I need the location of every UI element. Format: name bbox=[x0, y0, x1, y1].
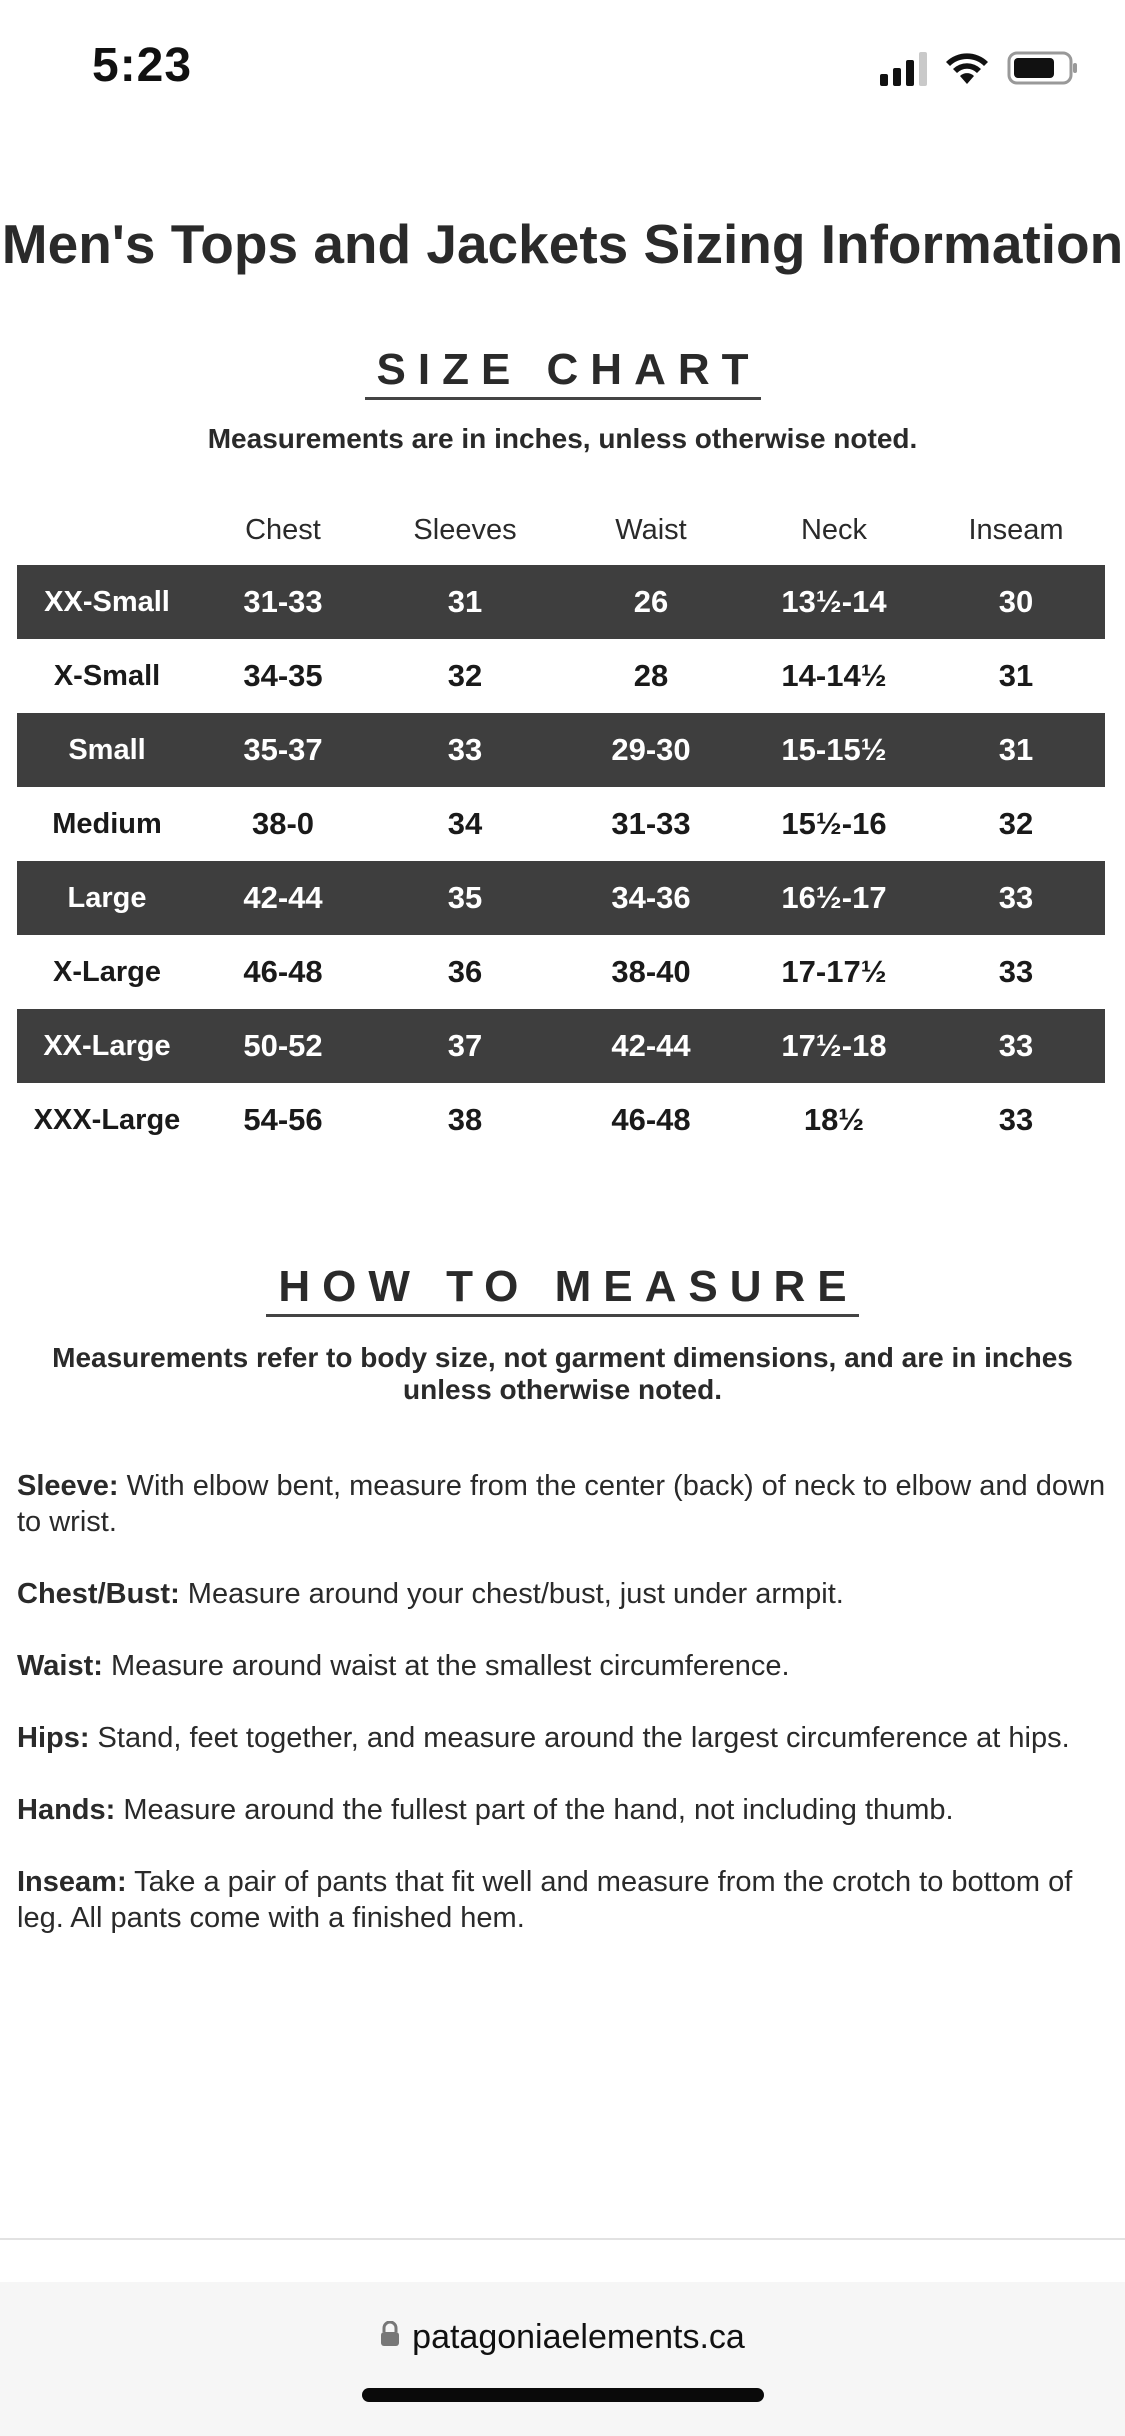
inseam-cell: 31 bbox=[998, 658, 1034, 693]
inseam-cell: 33 bbox=[927, 1009, 1105, 1083]
lock-icon bbox=[380, 2317, 400, 2356]
size-name: Small bbox=[17, 713, 197, 787]
neck-cell: 18½ bbox=[803, 1102, 865, 1137]
neck-cell: 15-15½ bbox=[741, 713, 927, 787]
inseam-cell: 33 bbox=[927, 861, 1105, 935]
size-name: XX-Large bbox=[17, 1009, 197, 1083]
chest-cell: 35-37 bbox=[197, 713, 369, 787]
instruction-label: Waist: bbox=[17, 1650, 103, 1682]
chest-cell: 34-35 bbox=[243, 658, 323, 693]
size-table-header bbox=[17, 495, 1105, 565]
instruction-label: Inseam: bbox=[17, 1866, 127, 1898]
neck-cell: 17½-18 bbox=[741, 1009, 927, 1083]
table-row bbox=[17, 1009, 1105, 1083]
chest-cell: 42-44 bbox=[197, 861, 369, 935]
instruction-inseam bbox=[17, 1864, 1107, 1936]
size-name: X-Small bbox=[53, 659, 161, 692]
table-row bbox=[17, 861, 1105, 935]
url-field[interactable] bbox=[0, 2318, 1125, 2359]
sleeves-cell: 33 bbox=[369, 713, 561, 787]
page-title: Men's Tops and Jackets Sizing Information bbox=[1, 213, 1124, 275]
size-name: XX-Small bbox=[17, 565, 197, 639]
sleeves-cell: 38 bbox=[447, 1102, 483, 1137]
sleeves-cell: 35 bbox=[369, 861, 561, 935]
waist-cell: 26 bbox=[561, 565, 741, 639]
instruction-waist bbox=[17, 1648, 1107, 1684]
neck-cell: 15½-16 bbox=[781, 806, 887, 841]
neck-cell: 14-14½ bbox=[781, 658, 887, 693]
instruction-hands bbox=[17, 1792, 1107, 1828]
chest-cell: 38-0 bbox=[251, 806, 315, 841]
table-row bbox=[17, 639, 1105, 713]
size-chart-heading bbox=[0, 345, 1125, 400]
sleeves-cell: 31 bbox=[369, 565, 561, 639]
inseam-cell: 33 bbox=[998, 954, 1034, 989]
chest-cell: 54-56 bbox=[243, 1102, 323, 1137]
chest-cell: 46-48 bbox=[243, 954, 323, 989]
sleeves-cell: 32 bbox=[447, 658, 483, 693]
status-bar bbox=[0, 0, 1125, 140]
column-header-neck: Neck bbox=[800, 513, 868, 546]
waist-cell: 28 bbox=[633, 658, 669, 693]
how-to-measure-note: Measurements refer to body size, not garment dimensions, and are in inches unless otherwise noted. bbox=[52, 1342, 1073, 1405]
size-chart-heading-text: SIZE CHART bbox=[365, 345, 761, 400]
chest-cell: 50-52 bbox=[197, 1009, 369, 1083]
instruction-text: Stand, feet together, and measure around the largest circumference at hips. bbox=[89, 1722, 1070, 1754]
table-row bbox=[17, 787, 1105, 861]
instruction-text: Measure around your chest/bust, just under armpit. bbox=[179, 1578, 844, 1610]
chest-cell: 31-33 bbox=[197, 565, 369, 639]
size-name: Large bbox=[17, 861, 197, 935]
table-row bbox=[17, 1083, 1105, 1157]
waist-cell: 31-33 bbox=[611, 806, 691, 841]
size-chart-note: Measurements are in inches, unless otherwise noted. bbox=[207, 423, 918, 454]
waist-cell: 29-30 bbox=[561, 713, 741, 787]
sleeves-cell: 34 bbox=[447, 806, 483, 841]
size-name: XXX-Large bbox=[33, 1103, 181, 1136]
sleeves-cell: 37 bbox=[369, 1009, 561, 1083]
size-table bbox=[17, 495, 1105, 1157]
size-name: X-Large bbox=[53, 955, 161, 988]
neck-cell: 17-17½ bbox=[781, 954, 887, 989]
waist-cell: 46-48 bbox=[611, 1102, 691, 1137]
instruction-text: Measure around the fullest part of the hand, not including thumb. bbox=[115, 1794, 954, 1826]
neck-cell: 16½-17 bbox=[741, 861, 927, 935]
battery-icon bbox=[1007, 50, 1079, 86]
measure-instructions bbox=[17, 1468, 1107, 1972]
cellular-signal-icon bbox=[880, 50, 927, 86]
instruction-text: Measure around waist at the smallest circumference. bbox=[102, 1650, 790, 1682]
column-header-chest: Chest bbox=[245, 513, 321, 546]
status-icons bbox=[880, 50, 1079, 86]
instruction-label: Hips: bbox=[17, 1722, 90, 1754]
inseam-cell: 31 bbox=[927, 713, 1105, 787]
status-time: 5:23 bbox=[92, 39, 193, 92]
waist-cell: 34-36 bbox=[561, 861, 741, 935]
url-text: patagoniaelements.ca bbox=[412, 2318, 745, 2356]
column-header-size bbox=[17, 495, 197, 565]
column-header-waist: Waist bbox=[615, 513, 687, 546]
waist-cell: 42-44 bbox=[561, 1009, 741, 1083]
sleeves-cell: 36 bbox=[447, 954, 483, 989]
how-to-measure-heading bbox=[0, 1262, 1125, 1317]
instruction-hips bbox=[17, 1720, 1107, 1756]
browser-address-bar[interactable] bbox=[0, 2282, 1125, 2436]
page-divider bbox=[0, 2238, 1125, 2240]
instruction-chest bbox=[17, 1576, 1107, 1612]
how-to-measure-heading-text: HOW TO MEASURE bbox=[266, 1262, 858, 1317]
neck-cell: 13½-14 bbox=[741, 565, 927, 639]
instruction-label: Hands: bbox=[17, 1794, 116, 1826]
table-row bbox=[17, 935, 1105, 1009]
instruction-label: Chest/Bust: bbox=[17, 1578, 180, 1610]
home-indicator[interactable] bbox=[362, 2388, 764, 2402]
table-row bbox=[17, 565, 1105, 639]
instruction-text: With elbow bent, measure from the center (back) of neck to elbow and down to wrist. bbox=[17, 1470, 1106, 1538]
instruction-label: Sleeve: bbox=[17, 1470, 119, 1502]
column-header-inseam: Inseam bbox=[968, 513, 1064, 546]
table-row bbox=[17, 713, 1105, 787]
instruction-sleeve bbox=[17, 1468, 1107, 1540]
column-header-sleeves: Sleeves bbox=[413, 513, 517, 546]
inseam-cell: 32 bbox=[998, 806, 1034, 841]
inseam-cell: 33 bbox=[998, 1102, 1034, 1137]
waist-cell: 38-40 bbox=[611, 954, 691, 989]
size-name: Medium bbox=[52, 807, 162, 840]
instruction-text: Take a pair of pants that fit well and measure from the crotch to bottom of leg. All pants come with a finished hem. bbox=[17, 1866, 1073, 1934]
wifi-icon bbox=[945, 51, 989, 85]
inseam-cell: 30 bbox=[927, 565, 1105, 639]
